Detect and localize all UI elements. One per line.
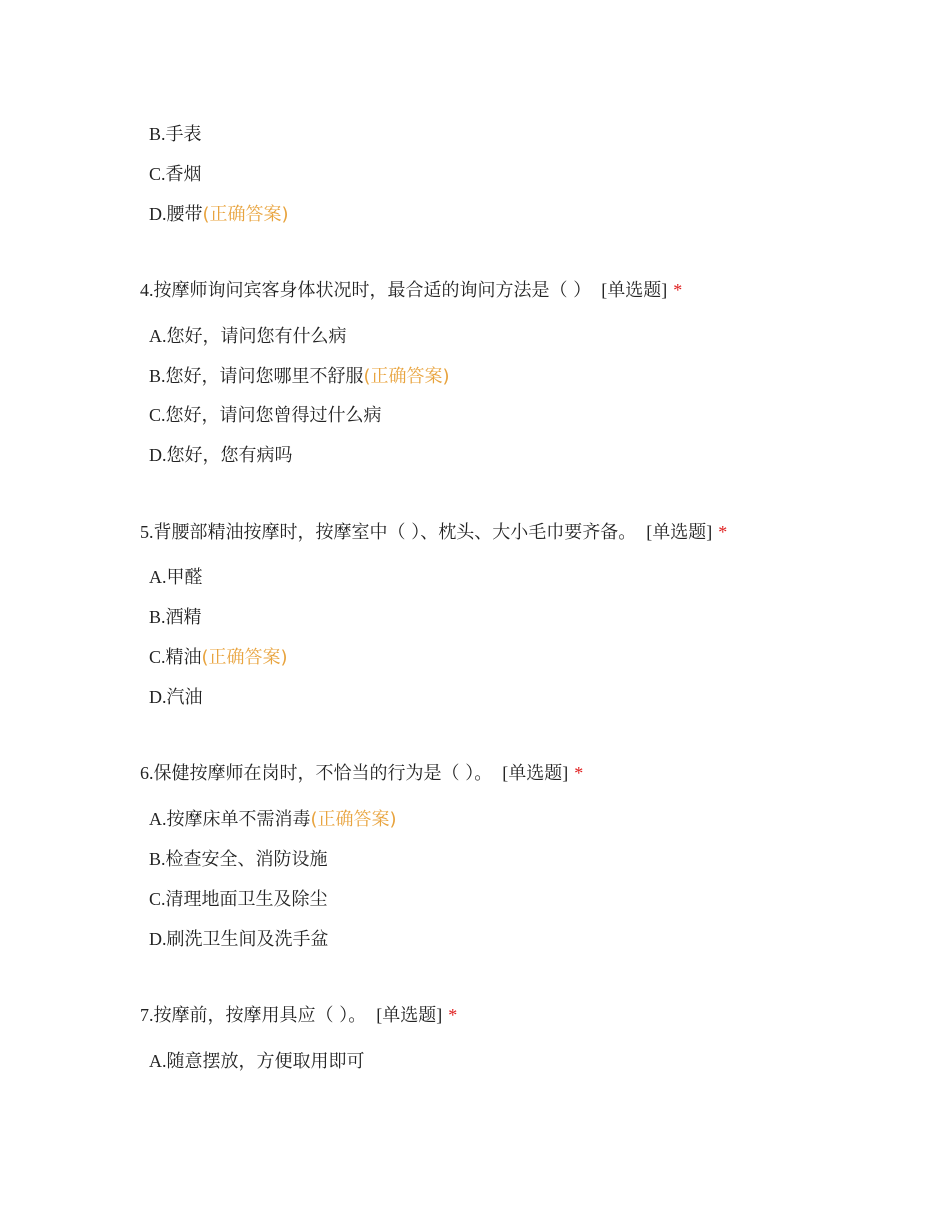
q3-option-c: C.香烟: [149, 164, 202, 185]
q6-option-d: D.刷洗卫生间及洗手盆: [149, 929, 329, 950]
required-mark: *: [574, 763, 584, 783]
required-mark: *: [718, 522, 728, 542]
question-6-title: 6.保健按摩师在岗时，不恰当的行为是（ ）。 [单选题] *: [140, 763, 584, 784]
q6-option-b: B.检查安全、消防设施: [149, 849, 328, 870]
q7-option-a: A.随意摆放，方便取用即可: [149, 1051, 365, 1072]
q4-option-b: B.您好，请问您哪里不舒服(正确答案): [149, 366, 450, 387]
question-4-title: 4.按摩师询问宾客身体状况时，最合适的询问方法是（ ） [单选题] *: [140, 280, 683, 301]
q5-option-a: A.甲醛: [149, 567, 203, 588]
correct-answer-label: (正确答案): [363, 366, 450, 387]
q5-option-d: D.汽油: [149, 687, 203, 708]
q5-option-b: B.酒精: [149, 607, 202, 628]
question-type-tag: [单选题]: [502, 763, 569, 783]
q6-option-a: A.按摩床单不需消毒(正确答案): [149, 809, 397, 830]
question-7-title: 7.按摩前，按摩用具应（ ）。 [单选题] *: [140, 1005, 458, 1026]
required-mark: *: [448, 1005, 458, 1025]
correct-answer-label: (正确答案): [201, 647, 288, 668]
q3-option-b: B.手表: [149, 124, 202, 145]
q4-option-d: D.您好，您有病吗: [149, 445, 293, 466]
q4-option-c: C.您好，请问您曾得过什么病: [149, 405, 382, 426]
question-type-tag: [单选题]: [646, 522, 713, 542]
q5-option-c: C.精油(正确答案): [149, 647, 288, 668]
question-type-tag: [单选题]: [601, 280, 668, 300]
question-type-tag: [单选题]: [376, 1005, 443, 1025]
correct-answer-label: (正确答案): [310, 809, 397, 830]
q4-option-a: A.您好，请问您有什么病: [149, 326, 347, 347]
required-mark: *: [673, 280, 683, 300]
q6-option-c: C.清理地面卫生及除尘: [149, 889, 328, 910]
question-5-title: 5.背腰部精油按摩时，按摩室中（ ）、枕头、大小毛巾要齐备。 [单选题] *: [140, 522, 728, 543]
q3-option-d: D.腰带(正确答案): [149, 204, 289, 225]
correct-answer-label: (正确答案): [202, 204, 289, 225]
